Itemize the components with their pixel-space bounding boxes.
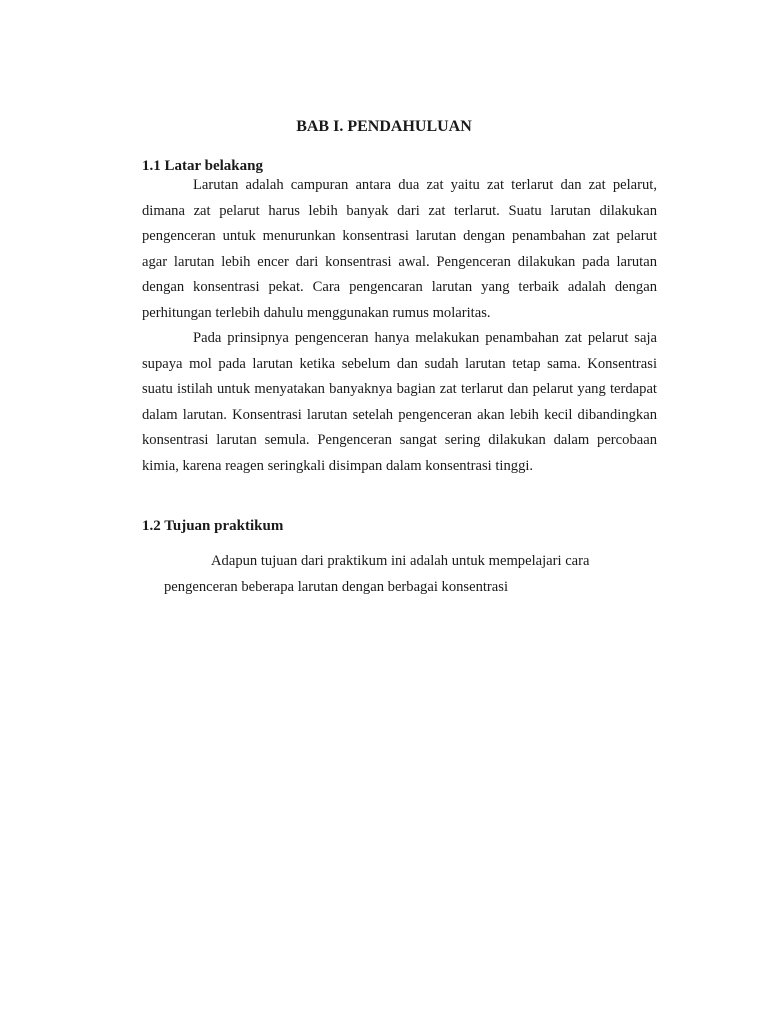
paragraph: Larutan adalah campuran antara dua zat yaitu zat terlarut dan zat pelarut, dimana zat pelarut harus lebih banyak dari zat terlarut. Suatu larutan dilakukan pengenceran untuk menurunkan konsentrasi larutan dengan penambahan zat pelarut agar larutan lebih encer dari konsentrasi awal. Pengenceran dilakukan pada larutan dengan konsentrasi pekat. Cara pengencaran larutan yang terbaik adalah dengan perhitungan terlebih dahulu menggunakan rumus molaritas.	[142, 177, 657, 321]
paragraph: Pada prinsipnya pengenceran hanya melakukan penambahan zat pelarut saja supaya mol pada larutan ketika sebelum dan sudah larutan tetap sama. Konsentrasi suatu istilah untuk menyatakan banyaknya bagian zat terlarut dan pelarut yang terdapat dalam larutan. Konsentrasi larutan setelah pengenceran akan lebih kecil dibandingkan konsentrasi larutan semula. Pengenceran sangat sering dilakukan dalam percobaan kimia, karena reagen seringkali disimpan dalam konsentrasi tinggi.	[142, 330, 657, 474]
section-body-tujuan-praktikum	[164, 548, 644, 600]
section-body-latar-belakang	[142, 173, 657, 479]
section-heading-tujuan-praktikum: 1.2 Tujuan praktikum	[142, 518, 284, 534]
section-heading-latar-belakang: 1.1 Latar belakang	[142, 158, 263, 174]
paragraph: Adapun tujuan dari praktikum ini adalah untuk mempelajari cara pengenceran beberapa larutan dengan berbagai konsentrasi	[164, 553, 590, 595]
chapter-title: BAB I. PENDAHULUAN	[296, 118, 472, 135]
